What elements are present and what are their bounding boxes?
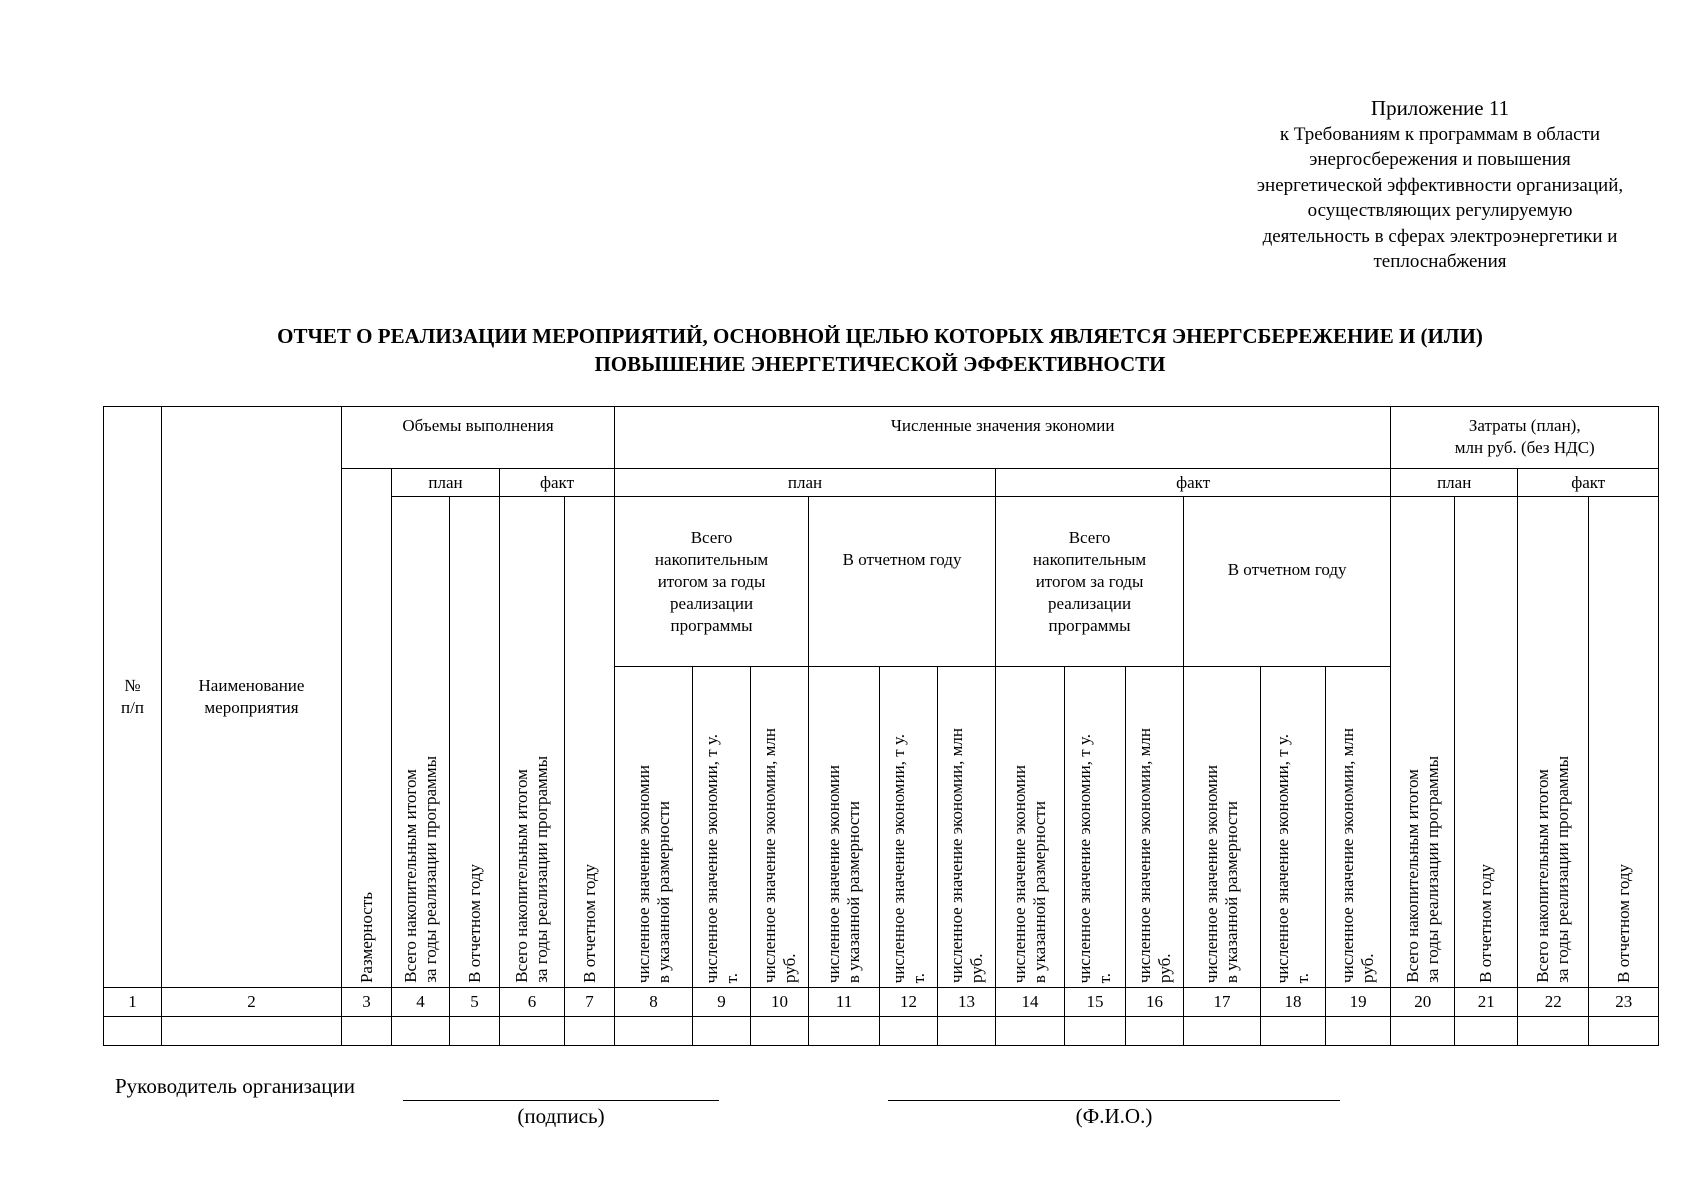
header-sav-plan-total-unit: численное значение экономии в указанной размерности — [615, 667, 693, 988]
empty-data-row — [104, 1016, 1659, 1045]
column-number: 12 — [880, 987, 938, 1016]
header-savings-fact: факт — [996, 469, 1391, 497]
header-num: № п/п — [104, 407, 162, 988]
column-number: 1 — [104, 987, 162, 1016]
header-costs-fact: факт — [1518, 469, 1659, 497]
header-savings-plan: план — [615, 469, 996, 497]
report-title-line-1: ОТЧЕТ О РЕАЛИЗАЦИИ МЕРОПРИЯТИЙ, ОСНОВНОЙ ЦЕЛЬЮ КОТОРЫХ ЯВЛЯЕТСЯ ЭНЕРГСБЕРЕЖЕНИЕ И (ИЛИ) — [277, 324, 1483, 348]
table-cell — [809, 1016, 880, 1045]
appendix-line: теплоснабжения — [1373, 251, 1507, 272]
table-cell — [104, 1016, 162, 1045]
appendix-title: Приложение 11 — [1370, 96, 1510, 120]
header-savings: Численные значения экономии — [615, 407, 1391, 469]
column-number: 20 — [1391, 987, 1455, 1016]
header-sav-plan-total-rub: численное значение экономии, млн руб. — [751, 667, 809, 988]
table-cell — [450, 1016, 500, 1045]
table-cell — [693, 1016, 751, 1045]
report-title-line-2: ПОВЫШЕНИЕ ЭНЕРГЕТИЧЕСКОЙ ЭФФЕКТИВНОСТИ — [594, 352, 1166, 376]
column-number: 22 — [1518, 987, 1589, 1016]
appendix-line: к Требованиям к программам в области — [1279, 123, 1601, 145]
header-sav-fact-total: Всего накопительным итогом за годы реализации программы — [996, 497, 1184, 667]
header-sav-fact-total-tut: численное значение экономии, т у. т. — [1065, 667, 1126, 988]
column-numbers-row — [104, 987, 1659, 1016]
table-cell — [1326, 1016, 1391, 1045]
header-cost-plan-year: В отчетном году — [1455, 497, 1518, 988]
column-number: 11 — [809, 987, 880, 1016]
column-number: 23 — [1589, 987, 1659, 1016]
fio-caption: (Ф.И.О.) — [1075, 1104, 1153, 1128]
table-cell — [342, 1016, 392, 1045]
table-cell — [1518, 1016, 1589, 1045]
header-vol-fact-total: Всего накопительным итогом за годы реализации программы — [500, 497, 565, 988]
header-sav-plan-total: Всего накопительным итогом за годы реализации программы — [615, 497, 809, 667]
header-volumes-plan: план — [392, 469, 500, 497]
head-of-organization-label: Руководитель организации — [115, 1074, 355, 1098]
column-number: 10 — [751, 987, 809, 1016]
column-number: 8 — [615, 987, 693, 1016]
column-number: 17 — [1184, 987, 1261, 1016]
table-cell — [565, 1016, 615, 1045]
header-sav-fact-total-unit: численное значение экономии в указанной размерности — [996, 667, 1065, 988]
header-sav-plan-total-tut: численное значение экономии, т у. т. — [693, 667, 751, 988]
table-cell — [1589, 1016, 1659, 1045]
table-cell — [1126, 1016, 1184, 1045]
header-volumes-fact: факт — [500, 469, 615, 497]
header-sav-plan-year-tut: численное значение экономии, т у. т. — [880, 667, 938, 988]
table-cell — [1391, 1016, 1455, 1045]
column-number: 2 — [162, 987, 342, 1016]
table-cell — [1184, 1016, 1261, 1045]
header-sav-fact-total-rub: численное значение экономии, млн руб. — [1126, 667, 1184, 988]
table-cell — [615, 1016, 693, 1045]
header-costs-plan: план — [1391, 469, 1518, 497]
table-cell — [996, 1016, 1065, 1045]
header-sav-fact-year-unit: численное значение экономии в указанной размерности — [1184, 667, 1261, 988]
column-number: 5 — [450, 987, 500, 1016]
column-number: 19 — [1326, 987, 1391, 1016]
appendix-line: деятельность в сферах электроэнергетики и — [1262, 225, 1618, 247]
appendix-line: осуществляющих регулируемую — [1307, 200, 1573, 221]
header-event-name: Наименование мероприятия — [162, 407, 342, 988]
header-sav-fact-year: В отчетном году — [1184, 497, 1391, 667]
appendix-line: энергосбережения и повышения — [1309, 149, 1571, 170]
report-title — [150, 322, 1610, 378]
column-number: 14 — [996, 987, 1065, 1016]
signature-line — [403, 1100, 719, 1101]
header-sav-plan-year-unit: численное значение экономии в указанной размерности — [809, 667, 880, 988]
table-cell — [392, 1016, 450, 1045]
header-vol-plan-total: Всего накопительным итогом за годы реализации программы — [392, 497, 450, 988]
signature-caption: (подпись) — [517, 1104, 605, 1128]
column-number: 16 — [1126, 987, 1184, 1016]
appendix-line: энергетической эффективности организаций, — [1256, 174, 1624, 196]
header-sav-fact-year-rub: численное значение экономии, млн руб. — [1326, 667, 1391, 988]
fio-line — [888, 1100, 1340, 1101]
header-cost-fact-total: Всего накопительным итогом за годы реализации программы — [1518, 497, 1589, 988]
header-cost-fact-year: В отчетном году — [1589, 497, 1659, 988]
table-cell — [1065, 1016, 1126, 1045]
column-number: 9 — [693, 987, 751, 1016]
column-number: 7 — [565, 987, 615, 1016]
column-number: 18 — [1261, 987, 1326, 1016]
table-cell — [880, 1016, 938, 1045]
report-table — [103, 406, 1659, 1046]
header-sav-plan-year-rub: численное значение экономии, млн руб. — [938, 667, 996, 988]
column-number: 4 — [392, 987, 450, 1016]
header-unit: Размерность — [342, 469, 392, 988]
appendix-note — [1200, 96, 1680, 275]
table-cell — [938, 1016, 996, 1045]
table-cell — [1455, 1016, 1518, 1045]
header-sav-fact-year-tut: численное значение экономии, т у. т. — [1261, 667, 1326, 988]
header-volumes: Объемы выполнения — [342, 407, 615, 469]
header-vol-plan-year: В отчетном году — [450, 497, 500, 988]
table-cell — [162, 1016, 342, 1045]
column-number: 21 — [1455, 987, 1518, 1016]
header-sav-plan-year: В отчетном году — [809, 497, 996, 667]
column-number: 15 — [1065, 987, 1126, 1016]
column-number: 3 — [342, 987, 392, 1016]
header-costs: Затраты (план), млн руб. (без НДС) — [1391, 407, 1659, 469]
table-cell — [500, 1016, 565, 1045]
table-cell — [751, 1016, 809, 1045]
column-number: 13 — [938, 987, 996, 1016]
header-vol-fact-year: В отчетном году — [565, 497, 615, 988]
table-cell — [1261, 1016, 1326, 1045]
header-cost-plan-total: Всего накопительным итогом за годы реализации программы — [1391, 497, 1455, 988]
column-number: 6 — [500, 987, 565, 1016]
